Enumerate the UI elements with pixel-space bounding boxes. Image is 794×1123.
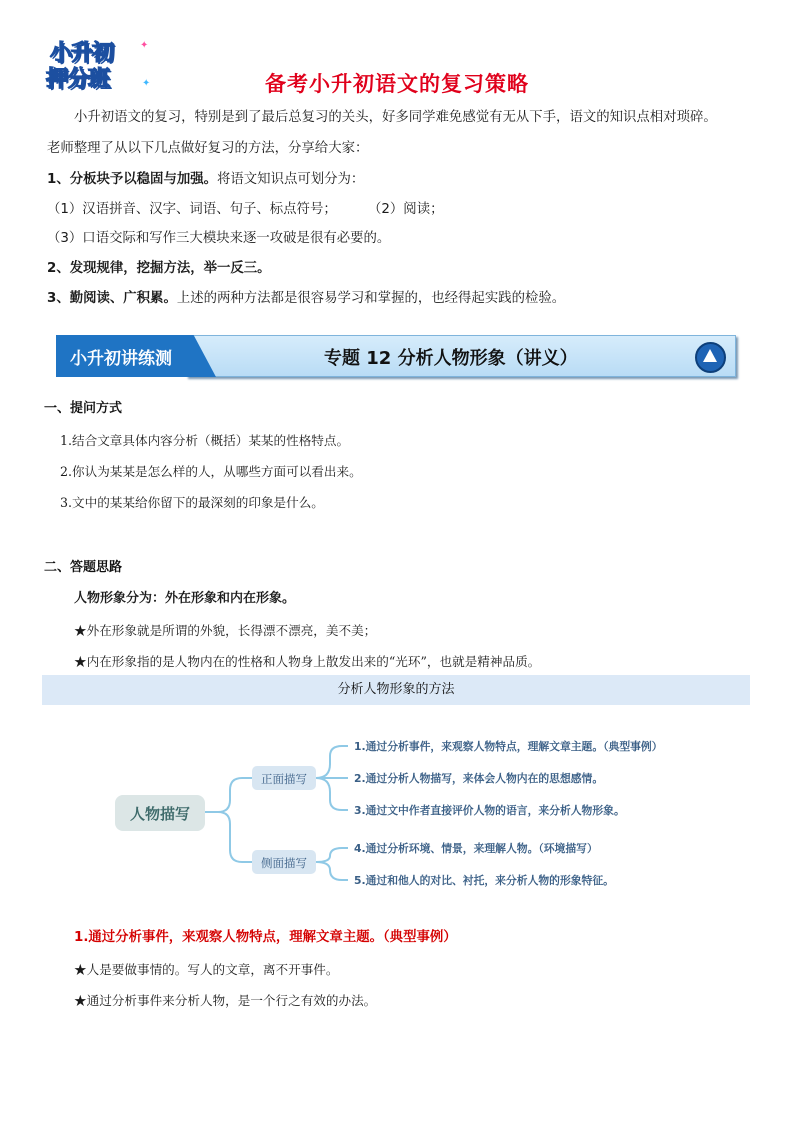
method1-star1: ★人是要做事情的。写人的文章，离不开事件。 — [74, 962, 339, 977]
mind-front-item: 1.通过分析事件，来观察人物特点，理解文章主题。（典型事例） — [354, 740, 663, 753]
logo-line2: 押分班 — [46, 67, 110, 92]
tip2: 2、发现规律，挖掘方法，举一反三。 — [47, 261, 271, 276]
method-caption: 分析人物形象的方法 — [42, 675, 750, 705]
banner-left-label: 小升初讲练测 — [70, 349, 172, 369]
logo-line1: 小升初 — [50, 41, 114, 66]
section2-lead: 人物形象分为：外在形象和内在形象。 — [74, 591, 296, 606]
question-item: 2.你认为某某是怎么样的人，从哪些方面可以看出来。 — [60, 464, 362, 479]
section1-heading: 一、提问方式 — [44, 401, 123, 416]
tip1-rest: 将语文知识点可划分为： — [217, 172, 365, 187]
question-item: 1.结合文章具体内容分析（概括）某某的性格特点。 — [60, 433, 350, 448]
mind-connector — [316, 848, 348, 862]
question-item: 3.文中的某某给你留下的最深刻的印象是什么。 — [60, 495, 324, 510]
banner-topic-title: 专题 12 分析人物形象（讲义） — [324, 348, 578, 369]
mind-connector — [218, 812, 252, 862]
mind-connector — [316, 778, 348, 810]
mind-connector — [205, 778, 252, 812]
mind-connector — [316, 746, 348, 778]
mind-front-item: 3.通过文中作者直接评价人物的语言，来分析人物形象。 — [354, 804, 625, 817]
tip1-sub1: （1）汉语拼音、汉字、词语、句子、标点符号； — [47, 202, 337, 217]
method1-star2: ★通过分析事件来分析人物，是一个行之有效的办法。 — [74, 993, 377, 1008]
intro-line2: 老师整理了从以下几点做好复习的方法，分享给大家： — [47, 141, 369, 156]
tip1-bold: 1、分板块予以稳固与加强。 — [47, 172, 218, 187]
mind-branch-side: 侧面描写 — [261, 856, 307, 870]
section2-star1: ★外在形象就是所谓的外貌，长得漂不漂亮，美不美； — [74, 623, 377, 638]
tip3-rest: 上述的两种方法都是很容易学习和掌握的，也经得起实践的检验。 — [176, 291, 566, 306]
sparkle-icon: ✦ — [140, 40, 149, 51]
method1-heading: 1.通过分析事件，来观察人物特点，理解文章主题。（典型事例） — [74, 930, 457, 945]
intro-line1: 小升初语文的复习，特别是到了最后总复习的关头，好多同学难免感觉有无从下手，语文的知识点相对琐碎。 — [74, 110, 717, 125]
mind-branch-front: 正面描写 — [261, 772, 307, 786]
tip1-sub3: （3）口语交际和写作三大模块来逐一攻破是很有必要的。 — [47, 231, 391, 246]
section2-heading: 二、答题思路 — [44, 560, 123, 575]
mind-side-item: 5.通过和他人的对比、衬托，来分析人物的形象特征。 — [354, 874, 614, 887]
mind-connector — [316, 862, 348, 880]
mind-front-item: 2.通过分析人物描写，来体会人物内在的思想感情。 — [354, 772, 604, 785]
section2-star2: ★内在形象指的是人物内在的性格和人物身上散发出来的“光环”，也就是精神品质。 — [74, 654, 541, 669]
tip3-bold: 3、勤阅读、广积累。 — [47, 291, 177, 306]
mind-root: 人物描写 — [129, 805, 191, 823]
tip1-sub2: （2）阅读； — [368, 202, 444, 217]
sparkle-icon: ✦ — [142, 78, 151, 89]
mind-side-item: 4.通过分析环境、情景，来理解人物。（环境描写） — [354, 842, 598, 855]
page-title: 备考小升初语文的复习策略 — [265, 72, 529, 96]
